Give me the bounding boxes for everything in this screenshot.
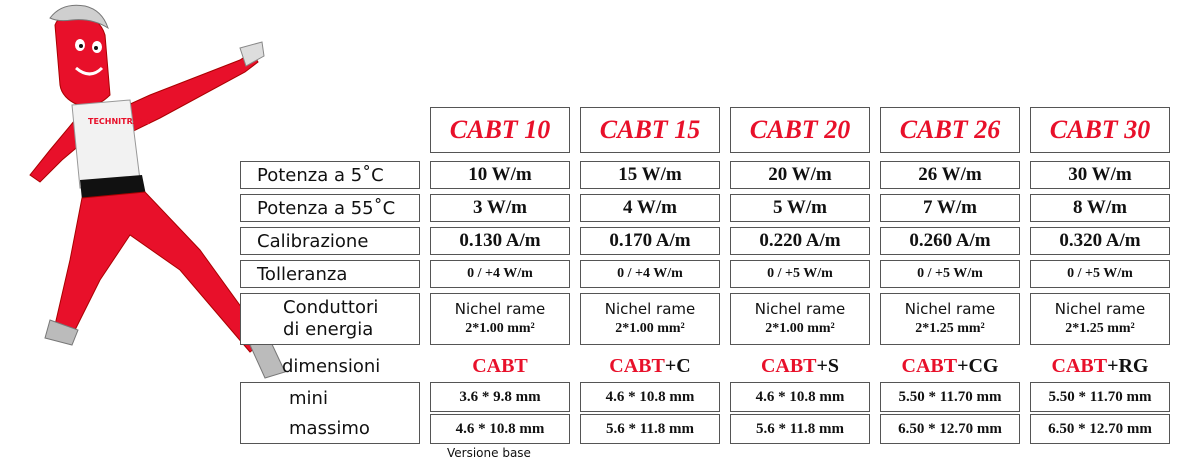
conduttori-material: Nichel rame: [904, 300, 996, 318]
header-cabt-26: CABT 26: [880, 107, 1020, 153]
row-label-tolleranza: Tolleranza: [240, 260, 420, 288]
version-suffix: +RG: [1107, 354, 1149, 377]
value-potenza-55c: 4 W/m: [580, 194, 720, 222]
conduttori-material: Nichel rame: [454, 300, 546, 318]
value-calibrazione: 0.260 A/m: [880, 227, 1020, 255]
value-mini: 4.6 * 10.8 mm: [580, 382, 720, 412]
value-potenza-5c: 26 W/m: [880, 161, 1020, 189]
conduttori-material: Nichel rame: [754, 300, 846, 318]
conduttori-label-line2: di energia: [283, 319, 374, 340]
conduttori-section: 2*1.00 mm²: [465, 321, 535, 336]
value-potenza-55c: 3 W/m: [430, 194, 570, 222]
row-label-potenza-55c: Potenza a 55˚C: [240, 194, 420, 222]
value-massimo: 5.6 * 11.8 mm: [580, 414, 720, 444]
version-label: [1030, 352, 1170, 380]
version-label: [730, 352, 870, 380]
value-tolleranza: 0 / +5 W/m: [1030, 260, 1170, 288]
conduttori-material: Nichel rame: [604, 300, 696, 318]
header-cabt-10: CABT 10: [430, 107, 570, 153]
version-base: CABT: [760, 354, 817, 377]
value-potenza-5c: 10 W/m: [430, 161, 570, 189]
value-conduttori: [580, 293, 720, 345]
value-potenza-5c: 15 W/m: [580, 161, 720, 189]
value-potenza-55c: 7 W/m: [880, 194, 1020, 222]
header-cabt-15: CABT 15: [580, 107, 720, 153]
value-tolleranza: 0 / +4 W/m: [580, 260, 720, 288]
value-calibrazione: 0.130 A/m: [430, 227, 570, 255]
version-suffix: +C: [664, 354, 691, 377]
value-mini: 4.6 * 10.8 mm: [730, 382, 870, 412]
version-label: [880, 352, 1020, 380]
value-calibrazione: 0.220 A/m: [730, 227, 870, 255]
versione-base-note: Versione base: [447, 446, 531, 460]
row-label-conduttori: [240, 293, 420, 345]
conduttori-material: Nichel rame: [1054, 300, 1146, 318]
row-label-massimo: massimo: [289, 417, 370, 439]
version-suffix: +CG: [957, 354, 999, 377]
value-potenza-5c: 20 W/m: [730, 161, 870, 189]
value-calibrazione: 0.170 A/m: [580, 227, 720, 255]
version-label: [580, 352, 720, 380]
value-potenza-55c: 5 W/m: [730, 194, 870, 222]
value-mini: 5.50 * 11.70 mm: [880, 382, 1020, 412]
row-label-mini: mini: [289, 387, 328, 409]
version-base: CABT: [1051, 354, 1108, 377]
value-massimo: 5.6 * 11.8 mm: [730, 414, 870, 444]
value-conduttori: [1030, 293, 1170, 345]
value-mini: 5.50 * 11.70 mm: [1030, 382, 1170, 412]
version-base: CABT: [901, 354, 958, 377]
value-potenza-5c: 30 W/m: [1030, 161, 1170, 189]
value-potenza-55c: 8 W/m: [1030, 194, 1170, 222]
row-label-mini-massimo: [240, 382, 420, 444]
row-label-dimensioni: dimensioni: [282, 355, 381, 377]
value-tolleranza: 0 / +5 W/m: [730, 260, 870, 288]
version-suffix: +S: [816, 354, 840, 377]
value-conduttori: [730, 293, 870, 345]
row-label-potenza-5c: Potenza a 5˚C: [240, 161, 420, 189]
value-conduttori: [880, 293, 1020, 345]
conduttori-section: 2*1.25 mm²: [1065, 321, 1135, 336]
version-base: CABT: [472, 354, 528, 377]
mascot-shirt-text: TECHNITRACE: [88, 117, 151, 126]
value-calibrazione: 0.320 A/m: [1030, 227, 1170, 255]
header-cabt-30: CABT 30: [1030, 107, 1170, 153]
conduttori-section: 2*1.00 mm²: [615, 321, 685, 336]
value-massimo: 6.50 * 12.70 mm: [1030, 414, 1170, 444]
conduttori-section: 2*1.25 mm²: [915, 321, 985, 336]
value-tolleranza: 0 / +5 W/m: [880, 260, 1020, 288]
row-label-calibrazione: Calibrazione: [240, 227, 420, 255]
value-massimo: 4.6 * 10.8 mm: [430, 414, 570, 444]
value-tolleranza: 0 / +4 W/m: [430, 260, 570, 288]
conduttori-label-line1: Conduttori: [283, 297, 379, 318]
value-mini: 3.6 * 9.8 mm: [430, 382, 570, 412]
value-conduttori: [430, 293, 570, 345]
value-massimo: 6.50 * 12.70 mm: [880, 414, 1020, 444]
version-base: CABT: [609, 354, 665, 377]
conduttori-section: 2*1.00 mm²: [765, 321, 835, 336]
version-label: [430, 352, 570, 380]
header-cabt-20: CABT 20: [730, 107, 870, 153]
